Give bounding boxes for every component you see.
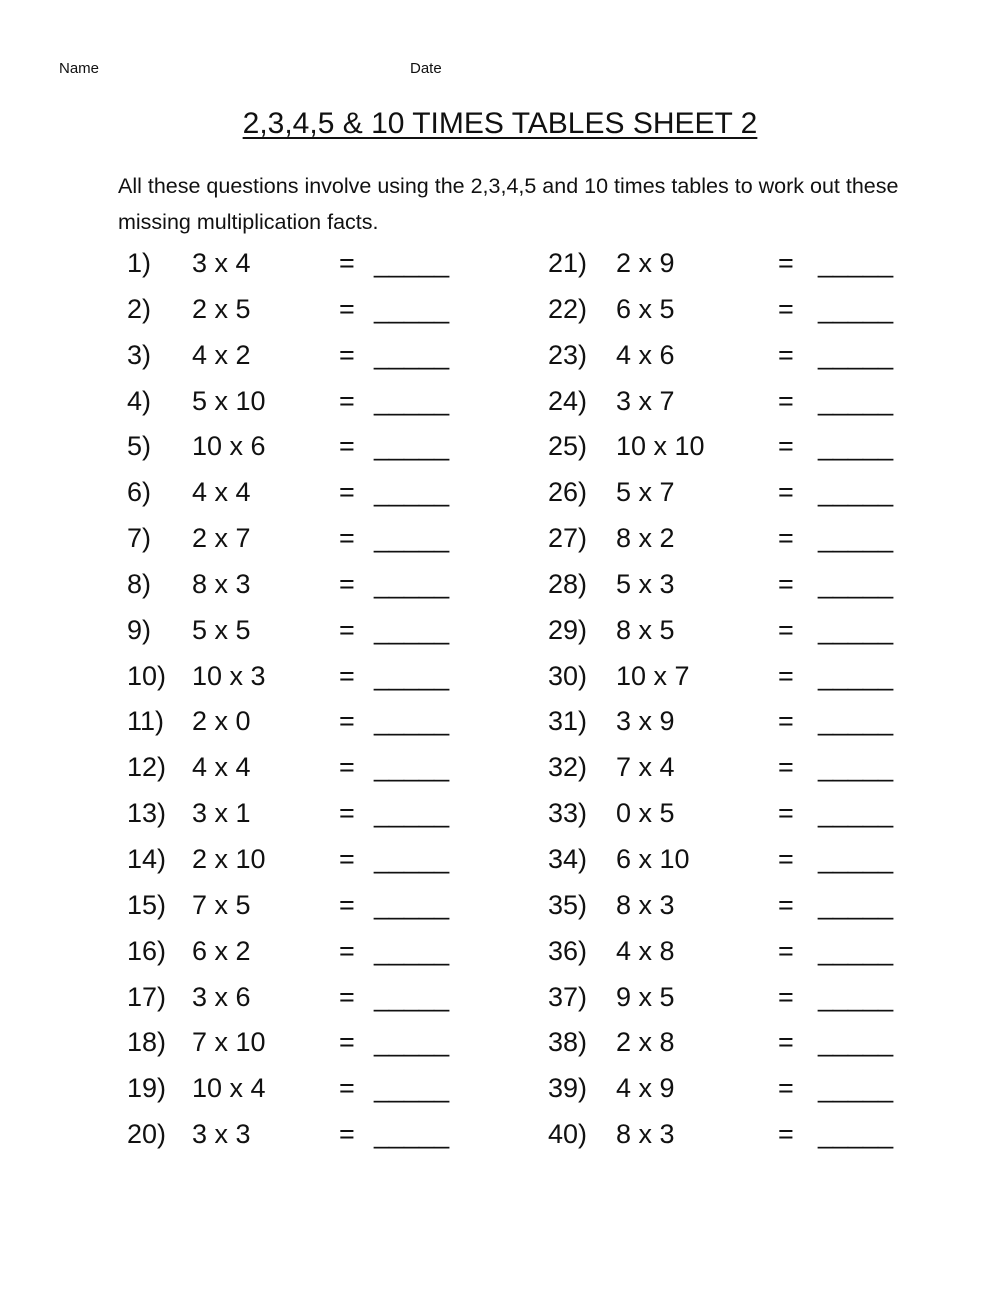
question-row: [548, 379, 908, 425]
question-expression: 10 x 3: [192, 660, 266, 691]
equals-sign: =: [778, 248, 794, 278]
question-row: [548, 333, 908, 379]
question-number: 12): [127, 752, 167, 783]
question-expression: 10 x 4: [192, 1073, 266, 1104]
question-expression: 4 x 4: [192, 477, 251, 508]
question-row: [548, 837, 908, 883]
answer-blank: _____: [818, 935, 894, 966]
equals-sign: =: [339, 935, 355, 966]
question-number: 14): [127, 843, 167, 874]
question-row: [127, 883, 487, 929]
question-row: [127, 562, 487, 608]
question-number: 39): [548, 1073, 588, 1104]
equals-sign: =: [339, 385, 355, 416]
equals-sign: =: [778, 798, 794, 829]
question-number: 27): [548, 523, 588, 554]
answer-blank: _____: [818, 706, 894, 737]
question-row: [127, 654, 487, 700]
question-expression: 10 x 6: [192, 431, 266, 462]
question-number: 40): [548, 1119, 588, 1150]
equals-sign: =: [339, 1027, 355, 1058]
equals-sign: =: [778, 523, 794, 554]
answer-blank: _____: [818, 614, 894, 645]
question-number: 26): [548, 477, 588, 508]
question-row: [548, 608, 908, 654]
question-row: [127, 837, 487, 883]
question-expression: 3 x 6: [192, 981, 251, 1012]
equals-sign: =: [778, 706, 794, 737]
answer-blank: _____: [374, 660, 450, 691]
question-number: 16): [127, 935, 167, 966]
answer-blank: _____: [374, 1027, 450, 1058]
question-row: [548, 470, 908, 516]
answer-blank: _____: [374, 614, 450, 645]
question-number: 9): [127, 614, 152, 645]
equals-sign: =: [339, 752, 355, 783]
instructions-text: All these questions involve using the 2,3,4,5 and 10 times tables to work out these missing multiplication facts.: [118, 174, 899, 234]
answer-blank: _____: [818, 752, 894, 783]
answer-blank: _____: [818, 523, 894, 554]
answer-blank: _____: [374, 1073, 450, 1104]
equals-sign: =: [339, 568, 355, 599]
question-number: 24): [548, 385, 588, 416]
answer-blank: _____: [818, 568, 894, 599]
answer-blank: _____: [818, 1073, 894, 1104]
equals-sign: =: [339, 981, 355, 1012]
question-number: 18): [127, 1027, 167, 1058]
answer-blank: _____: [374, 431, 450, 462]
equals-sign: =: [778, 431, 794, 462]
answer-blank: _____: [374, 981, 450, 1012]
answer-blank: _____: [818, 798, 894, 829]
question-number: 30): [548, 660, 588, 691]
question-expression: 8 x 3: [616, 889, 675, 920]
equals-sign: =: [339, 293, 355, 324]
equals-sign: =: [778, 339, 794, 370]
question-row: [548, 654, 908, 700]
question-expression: 6 x 10: [616, 843, 690, 874]
answer-blank: _____: [374, 706, 450, 737]
answer-blank: _____: [374, 798, 450, 829]
question-row: [127, 1020, 487, 1066]
question-column-right: [548, 241, 908, 1158]
question-row: [127, 470, 487, 516]
question-number: 22): [548, 293, 588, 324]
answer-blank: _____: [818, 1027, 894, 1058]
question-expression: 2 x 5: [192, 293, 251, 324]
question-number: 29): [548, 614, 588, 645]
question-row: [127, 745, 487, 791]
question-expression: 4 x 8: [616, 935, 675, 966]
equals-sign: =: [339, 798, 355, 829]
equals-sign: =: [339, 523, 355, 554]
question-row: [127, 608, 487, 654]
equals-sign: =: [339, 248, 355, 278]
question-expression: 7 x 4: [616, 752, 675, 783]
question-expression: 2 x 8: [616, 1027, 675, 1058]
question-number: 28): [548, 568, 588, 599]
page-title: 2,3,4,5 & 10 TIMES TABLES SHEET 2: [242, 107, 758, 140]
question-expression: 5 x 10: [192, 385, 266, 416]
answer-blank: _____: [374, 843, 450, 874]
question-expression: 2 x 9: [616, 248, 675, 278]
question-number: 13): [127, 798, 167, 829]
question-number: 3): [127, 339, 152, 370]
equals-sign: =: [778, 1119, 794, 1150]
answer-blank: _____: [818, 477, 894, 508]
question-number: 8): [127, 568, 152, 599]
question-row: [548, 1020, 908, 1066]
question-expression: 8 x 3: [192, 568, 251, 599]
question-row: [548, 516, 908, 562]
question-row: [127, 929, 487, 975]
question-number: 5): [127, 431, 152, 462]
answer-blank: _____: [818, 1119, 894, 1150]
question-row: [127, 1066, 487, 1112]
question-number: 23): [548, 339, 588, 370]
question-number: 37): [548, 981, 588, 1012]
question-number: 10): [127, 660, 167, 691]
name-label: Name: [59, 60, 100, 77]
question-number: 7): [127, 523, 152, 554]
question-row: [127, 791, 487, 837]
question-number: 11): [127, 706, 165, 737]
question-expression: 9 x 5: [616, 981, 675, 1012]
answer-blank: _____: [818, 660, 894, 691]
question-row: [127, 379, 487, 425]
question-expression: 10 x 10: [616, 431, 705, 462]
question-number: 2): [127, 293, 152, 324]
question-expression: 4 x 6: [616, 339, 675, 370]
equals-sign: =: [339, 431, 355, 462]
answer-blank: _____: [374, 568, 450, 599]
equals-sign: =: [778, 385, 794, 416]
equals-sign: =: [778, 1073, 794, 1104]
question-expression: 8 x 2: [616, 523, 675, 554]
question-number: 25): [548, 431, 588, 462]
equals-sign: =: [778, 1027, 794, 1058]
question-number: 19): [127, 1073, 167, 1104]
answer-blank: _____: [374, 889, 450, 920]
question-expression: 4 x 4: [192, 752, 251, 783]
equals-sign: =: [778, 293, 794, 324]
question-expression: 10 x 7: [616, 660, 690, 691]
question-row: [548, 699, 908, 745]
question-expression: 4 x 9: [616, 1073, 675, 1104]
question-row: [548, 745, 908, 791]
question-number: 38): [548, 1027, 588, 1058]
question-expression: 3 x 7: [616, 385, 675, 416]
equals-sign: =: [339, 889, 355, 920]
equals-sign: =: [778, 477, 794, 508]
date-label: Date: [410, 60, 442, 77]
equals-sign: =: [339, 660, 355, 691]
answer-blank: _____: [818, 339, 894, 370]
question-row: [548, 287, 908, 333]
equals-sign: =: [339, 477, 355, 508]
question-expression: 6 x 2: [192, 935, 251, 966]
question-row: [127, 1112, 487, 1158]
question-row: [127, 699, 487, 745]
question-expression: 2 x 7: [192, 523, 251, 554]
question-row: [127, 241, 487, 287]
equals-sign: =: [339, 339, 355, 370]
question-number: 6): [127, 477, 152, 508]
question-column-left: [127, 241, 487, 1158]
question-expression: 3 x 1: [192, 798, 251, 829]
equals-sign: =: [339, 1073, 355, 1104]
equals-sign: =: [778, 660, 794, 691]
equals-sign: =: [778, 568, 794, 599]
equals-sign: =: [339, 706, 355, 737]
answer-blank: _____: [818, 293, 894, 324]
question-row: [548, 929, 908, 975]
answer-blank: _____: [374, 293, 450, 324]
question-number: 4): [127, 385, 152, 416]
equals-sign: =: [339, 1119, 355, 1150]
answer-blank: _____: [374, 339, 450, 370]
question-row: [127, 424, 487, 470]
question-row: [548, 791, 908, 837]
equals-sign: =: [778, 981, 794, 1012]
equals-sign: =: [778, 752, 794, 783]
question-row: [127, 333, 487, 379]
answer-blank: _____: [818, 843, 894, 874]
question-expression: 5 x 3: [616, 568, 675, 599]
question-row: [127, 287, 487, 333]
equals-sign: =: [339, 614, 355, 645]
question-number: 32): [548, 752, 588, 783]
question-row: [548, 241, 908, 287]
question-number: 21): [548, 248, 588, 278]
question-expression: 0 x 5: [616, 798, 675, 829]
question-row: [548, 1066, 908, 1112]
answer-blank: _____: [374, 1119, 450, 1150]
question-number: 36): [548, 935, 588, 966]
answer-blank: _____: [818, 981, 894, 1012]
answer-blank: _____: [818, 385, 894, 416]
question-expression: 8 x 3: [616, 1119, 675, 1150]
equals-sign: =: [778, 935, 794, 966]
question-expression: 4 x 2: [192, 339, 251, 370]
question-expression: 5 x 7: [616, 477, 675, 508]
answer-blank: _____: [818, 431, 894, 462]
question-row: [548, 1112, 908, 1158]
answer-blank: _____: [374, 385, 450, 416]
question-row: [548, 883, 908, 929]
equals-sign: =: [778, 614, 794, 645]
question-expression: 6 x 5: [616, 293, 675, 324]
question-expression: 3 x 3: [192, 1119, 251, 1150]
equals-sign: =: [778, 889, 794, 920]
question-row: [548, 424, 908, 470]
question-number: 15): [127, 889, 167, 920]
question-number: 17): [127, 981, 167, 1012]
question-number: 20): [127, 1119, 167, 1150]
question-row: [127, 975, 487, 1021]
question-number: 34): [548, 843, 588, 874]
question-expression: 7 x 5: [192, 889, 251, 920]
answer-blank: _____: [374, 752, 450, 783]
answer-blank: _____: [374, 935, 450, 966]
question-number: 31): [548, 706, 588, 737]
question-expression: 2 x 0: [192, 706, 251, 737]
answer-blank: _____: [374, 523, 450, 554]
answer-blank: _____: [374, 248, 450, 278]
question-row: [548, 975, 908, 1021]
equals-sign: =: [778, 843, 794, 874]
answer-blank: _____: [374, 477, 450, 508]
question-expression: 2 x 10: [192, 843, 266, 874]
question-row: [127, 516, 487, 562]
question-row: [548, 562, 908, 608]
question-number: 1): [127, 248, 152, 278]
answer-blank: _____: [818, 248, 894, 278]
question-expression: 8 x 5: [616, 614, 675, 645]
question-expression: 7 x 10: [192, 1027, 266, 1058]
question-number: 33): [548, 798, 588, 829]
question-expression: 5 x 5: [192, 614, 251, 645]
equals-sign: =: [339, 843, 355, 874]
question-expression: 3 x 9: [616, 706, 675, 737]
question-number: 35): [548, 889, 588, 920]
question-expression: 3 x 4: [192, 248, 251, 278]
answer-blank: _____: [818, 889, 894, 920]
